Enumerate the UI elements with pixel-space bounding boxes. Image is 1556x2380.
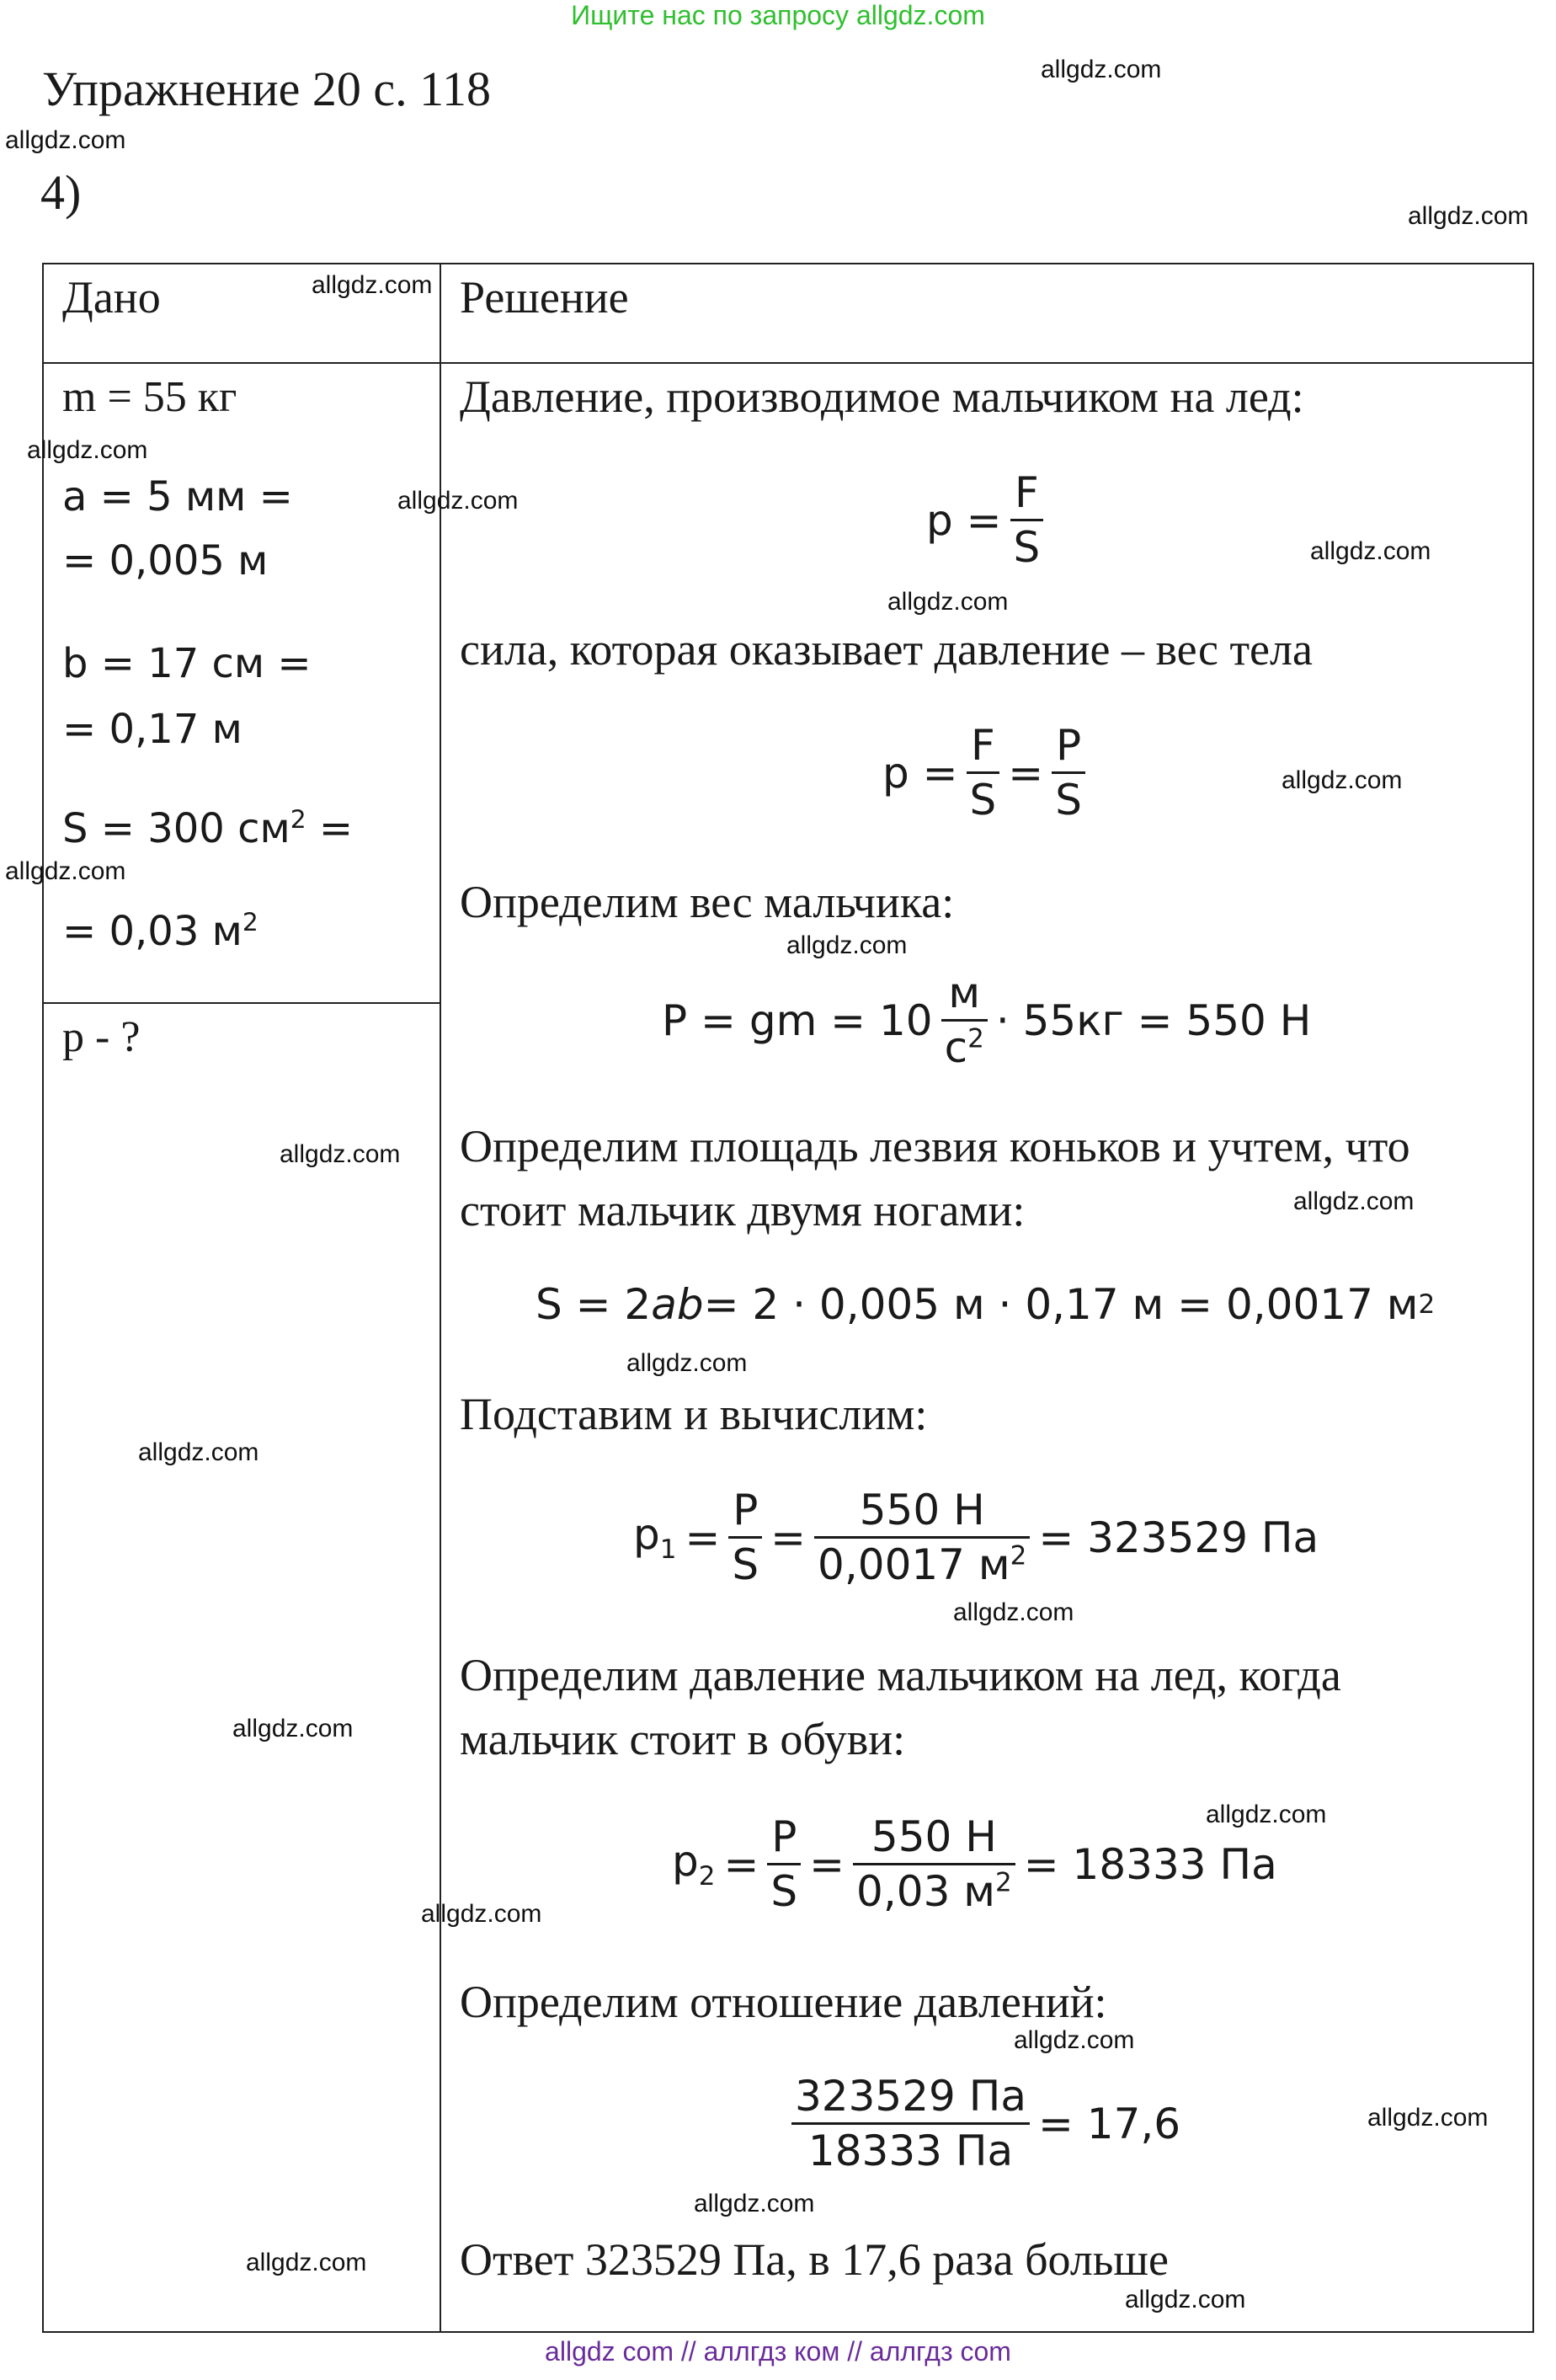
watermark: allgdz.com — [1206, 1801, 1327, 1828]
column-divider — [440, 263, 441, 2333]
footer-links[interactable]: allgdz com // аллгдз ком // аллгдз com — [545, 2336, 1011, 2367]
formula-area: S = 2 ab = 2 · 0,005 м · 0,17 м = 0,0017 м 2 — [536, 1280, 1436, 1329]
watermark: allgdz.com — [421, 1900, 542, 1928]
watermark: allgdz.com — [232, 1715, 354, 1742]
formula-ratio: $\frac{323529 Па}{18333 Па}$ = 17,6 — [791, 2072, 1189, 2175]
given-mass: m = 55 кг — [62, 373, 237, 421]
given-a-line2: = 0,005 м — [62, 537, 269, 584]
watermark: allgdz.com — [953, 1598, 1074, 1626]
given-b-line2: = 0,17 м — [62, 706, 242, 753]
watermark: allgdz.com — [246, 2249, 367, 2276]
given-area-line1: S = 300 $см^2$ = — [62, 805, 354, 852]
watermark: allgdz.com — [1125, 2286, 1246, 2313]
formula-weight: P = gm = 10 $\frac{м}{с^2}$ · 55кг = 550 Н — [662, 969, 1312, 1072]
watermark: allgdz.com — [5, 857, 126, 885]
given-b-line1: b = 17 см = — [62, 640, 312, 687]
answer: Ответ 323529 Па, в 17,6 раза больше — [460, 2234, 1169, 2285]
given-header: Дано — [62, 272, 161, 323]
search-hint-link[interactable]: Ищите нас по запросу allgdz.com — [571, 0, 985, 30]
exercise-title: Упражнение 20 с. 118 — [42, 61, 492, 116]
watermark: allgdz.com — [1293, 1187, 1415, 1215]
given-a-line1: a = 5 мм = — [62, 473, 293, 520]
watermark: allgdz.com — [280, 1140, 401, 1168]
watermark: allgdz.com — [1041, 56, 1162, 83]
formula-pressure-shoes: $p_2$ = $\frac{P}{S}$ = $\frac{550 Н}{0,03 м^2}$ = 18333 Па — [672, 1812, 1277, 1916]
text-blade-area-2: стоит мальчик двумя ногами: — [460, 1185, 1026, 1235]
formula-pressure-weight: p = $\frac{F}{S}$ = $\frac{P}{S}$ — [882, 721, 1094, 824]
text-blade-area-1: Определим площадь лезвия коньков и учтем, что — [460, 1121, 1410, 1171]
header-divider — [42, 362, 1534, 364]
text-shoes-1: Определим давление мальчиком на лед, когда — [460, 1650, 1341, 1700]
text-shoes-2: мальчик стоит в обуви: — [460, 1714, 906, 1764]
watermark: allgdz.com — [397, 487, 519, 515]
given-area-line2: = 0,03 $м^2$ — [62, 908, 258, 955]
watermark: allgdz.com — [1310, 537, 1431, 565]
watermark: allgdz.com — [312, 271, 433, 299]
text-weight: Определим вес мальчика: — [460, 877, 955, 927]
watermark: allgdz.com — [1014, 2026, 1135, 2054]
formula-pressure-skates: $p_1$ = $\frac{P}{S}$ = $\frac{550 Н}{0,0017 м^2}$ = 323529 Па — [633, 1486, 1319, 1589]
text-ratio: Определим отношение давлений: — [460, 1977, 1107, 2027]
watermark: allgdz.com — [694, 2190, 815, 2217]
text-pressure-on-ice: Давление, производимое мальчиком на лед: — [460, 371, 1304, 422]
problem-number: 4) — [40, 165, 82, 220]
text-force-weight: сила, которая оказывает давление – вес тела — [460, 624, 1313, 675]
given-find-divider — [42, 1002, 441, 1004]
watermark: allgdz.com — [887, 588, 1009, 616]
solution-header: Решение — [460, 272, 629, 323]
watermark: allgdz.com — [5, 126, 126, 154]
watermark: allgdz.com — [1408, 202, 1529, 230]
watermark: allgdz.com — [1367, 2104, 1489, 2132]
formula-pressure: p = $\frac{F}{S}$ — [926, 468, 1052, 572]
watermark: allgdz.com — [27, 436, 148, 464]
watermark: allgdz.com — [786, 931, 908, 959]
text-substitute: Подставим и вычислим: — [460, 1389, 928, 1439]
watermark: allgdz.com — [626, 1349, 748, 1377]
watermark: allgdz.com — [1282, 766, 1403, 794]
find-pressure: p - ? — [62, 1013, 141, 1061]
watermark: allgdz.com — [138, 1438, 259, 1466]
